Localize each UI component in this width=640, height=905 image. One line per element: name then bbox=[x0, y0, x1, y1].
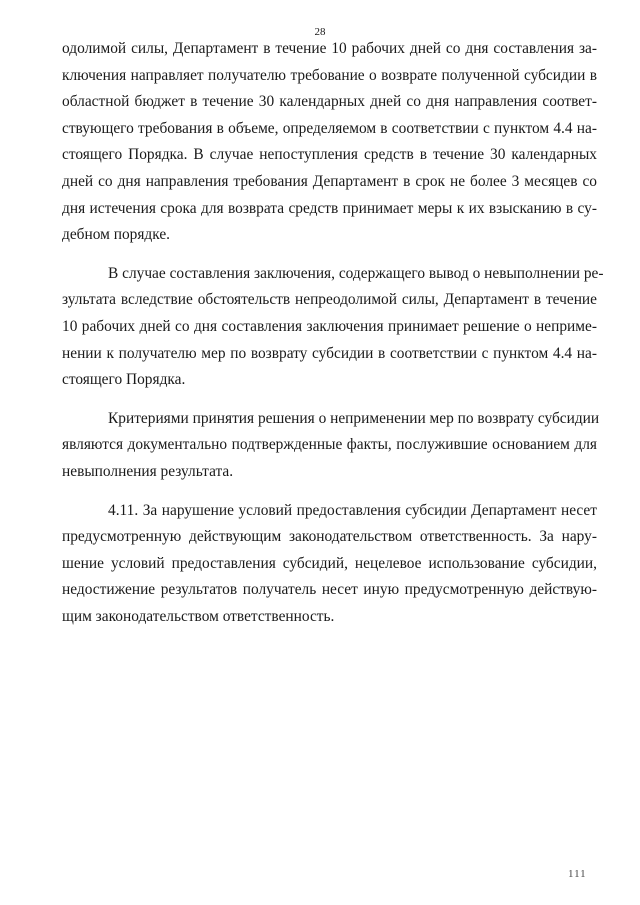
text-line: дня истечения срока для возврата средств принимает меры к их взысканию в су- bbox=[62, 199, 597, 217]
text-line: ключения направляет получателю требование о возврате полученной субсидии в bbox=[62, 66, 597, 84]
paragraph-3 bbox=[62, 406, 600, 486]
text-line: шение условий предоставления субсидий, нецелевое использование субсидии, bbox=[62, 554, 597, 572]
text-line: 4.11. За нарушение условий предоставления субсидии Департамент несет bbox=[108, 501, 597, 519]
text-line: являются документально подтвержденные факты, послужившие основанием для bbox=[62, 436, 597, 454]
text-line: невыполнения результата. bbox=[62, 462, 234, 480]
text-line: предусмотренную действующим законодательством ответственность. За нару- bbox=[62, 528, 597, 546]
text-line: одолимой силы, Департамент в течение 10 рабочих дней со дня составления за- bbox=[62, 40, 597, 57]
paragraph-spacer bbox=[62, 394, 597, 406]
page-number: 28 bbox=[314, 26, 326, 38]
text-line: ствующего требования в объеме, определяемом в соответствии с пунктом 4.4 на- bbox=[62, 119, 597, 137]
text-line: стоящего Порядка. bbox=[62, 371, 186, 389]
text-line: щим законодательством ответственность. bbox=[62, 607, 335, 625]
text-line: недостижение результатов получатель несет иную предусмотренную действую- bbox=[62, 581, 597, 599]
text-line: 10 рабочих дней со дня составления заключения принимает решение о неприме- bbox=[62, 317, 597, 335]
text-line: дней со дня направления требования Департамент в срок не более 3 месяцев со bbox=[62, 172, 597, 190]
paragraph-4 bbox=[62, 498, 597, 631]
text-line: нении к получателю мер по возврату субсидии в соответствии с пунктом 4.4 на- bbox=[62, 344, 597, 362]
text-line: В случае составления заключения, содержащего вывод о невыполнении ре- bbox=[108, 264, 604, 282]
document-body bbox=[62, 36, 604, 630]
paragraph-2 bbox=[62, 261, 604, 394]
paragraph-spacer bbox=[62, 249, 597, 261]
text-line: областной бюджет в течение 30 календарных дней со дня направления соответ- bbox=[62, 93, 597, 111]
text-line: Критериями принятия решения о неприменении мер по возврату субсидии bbox=[108, 409, 600, 427]
text-line: зультата вследствие обстоятельств непреодолимой силы, Департамент в течение bbox=[62, 291, 597, 309]
footer-mark: 111 bbox=[568, 868, 587, 880]
paragraph-spacer bbox=[62, 486, 597, 498]
text-line: стоящего Порядка. В случае непоступления средств в течение 30 календарных bbox=[62, 146, 597, 164]
paragraph-1 bbox=[62, 36, 597, 249]
text-line: дебном порядке. bbox=[62, 226, 171, 244]
